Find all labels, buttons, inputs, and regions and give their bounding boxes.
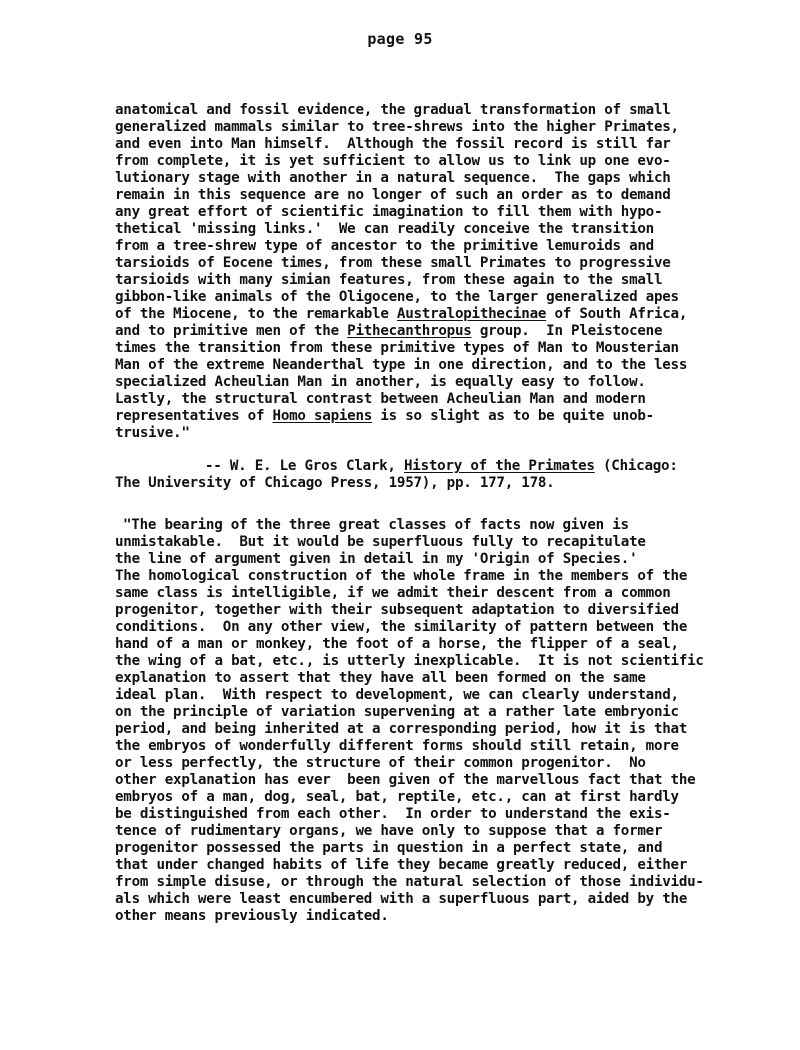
text-line: the line of argument given in detail in my 'Origin of Species.': [115, 551, 638, 567]
text-line: conditions. On any other view, the similarity of pattern between the: [115, 619, 688, 635]
text-line: the wing of a bat, etc., is utterly inexplicable. It is not scientific: [115, 653, 704, 669]
text-line: anatomical and fossil evidence, the gradual transformation of small: [115, 102, 671, 118]
text-line: from complete, it is yet sufficient to allow us to link up one evo-: [115, 153, 671, 169]
text-line: period, and being inherited at a corresponding period, how it is that: [115, 721, 688, 737]
text-line: from a tree-shrew type of ancestor to the primitive lemuroids and: [115, 238, 654, 254]
text-line: specialized Acheulian Man in another, is equally easy to follow.: [115, 374, 646, 390]
text-line: explanation to assert that they have all been formed on the same: [115, 670, 646, 686]
text-line: tence of rudimentary organs, we have only to suppose that a former: [115, 823, 663, 839]
text-line: hand of a man or monkey, the foot of a horse, the flipper of a seal,: [115, 636, 679, 652]
attribution-publisher-start: (Chicago:: [594, 458, 678, 474]
underlined-term-pithecanthropus: Pithecanthropus: [347, 323, 472, 339]
text-line: on the principle of variation supervening at a rather late embryonic: [115, 704, 679, 720]
text-line: ideal plan. With respect to development, we can clearly understand,: [115, 687, 679, 703]
text-segment: of South Africa,: [546, 306, 688, 322]
text-line: tarsioids of Eocene times, from these small Primates to progressive: [115, 255, 671, 271]
text-line: generalized mammals similar to tree-shrews into the higher Primates,: [115, 119, 679, 135]
text-line: thetical 'missing links.' We can readily conceive the transition: [115, 221, 654, 237]
text-segment: and to primitive men of the: [115, 323, 348, 339]
text-line: progenitor possessed the parts in question in a perfect state, and: [115, 840, 663, 856]
text-line: als which were least encumbered with a superfluous part, aided by the: [115, 891, 688, 907]
text-line: [115, 306, 687, 323]
text-line: "The bearing of the three great classes of facts now given is: [123, 517, 629, 533]
underlined-term-homo-sapiens: Homo sapiens: [272, 408, 373, 424]
text-segment: group. In Pleistocene: [471, 323, 663, 339]
attribution-book-title: History of the Primates: [404, 458, 595, 474]
text-line: Lastly, the structural contrast between Acheulian Man and modern: [115, 391, 646, 407]
text-line: be distinguished from each other. In order to understand the exis-: [115, 806, 671, 822]
text-line: progenitor, together with their subsequent adaptation to diversified: [115, 602, 679, 618]
attribution-author: -- W. E. Le Gros Clark,: [205, 458, 404, 474]
text-segment: representatives of: [115, 408, 273, 424]
text-line: tarsioids with many simian features, from these again to the small: [115, 272, 663, 288]
attribution-line: [205, 458, 678, 475]
text-line: other means previously indicated.: [115, 908, 389, 924]
text-line: [115, 323, 662, 340]
text-line: or less perfectly, the structure of their common progenitor. No: [115, 755, 646, 771]
attribution-line: The University of Chicago Press, 1957), pp. 177, 178.: [115, 475, 555, 491]
text-line: any great effort of scientific imagination to fill them with hypo-: [115, 204, 663, 220]
text-segment: of the Miocene, to the remarkable: [115, 306, 397, 322]
text-line: [115, 408, 654, 425]
underlined-term-australopithecinae: Australopithecinae: [396, 306, 547, 322]
text-line: trusive.": [115, 425, 190, 441]
text-line: remain in this sequence are no longer of such an order as to demand: [115, 187, 671, 203]
text-line: that under changed habits of life they became greatly reduced, either: [115, 857, 688, 873]
text-line: same class is intelligible, if we admit their descent from a common: [115, 585, 671, 601]
text-line: times the transition from these primitive types of Man to Mousterian: [115, 340, 679, 356]
text-line: lutionary stage with another in a natural sequence. The gaps which: [115, 170, 671, 186]
text-line: other explanation has ever been given of the marvellous fact that the: [115, 772, 696, 788]
text-line: gibbon-like animals of the Oligocene, to the larger generalized apes: [115, 289, 679, 305]
text-line: embryos of a man, dog, seal, bat, reptile, etc., can at first hardly: [115, 789, 679, 805]
text-line: and even into Man himself. Although the fossil record is still far: [115, 136, 671, 152]
text-line: unmistakable. But it would be superfluous fully to recapitulate: [115, 534, 646, 550]
page-number: page 95: [367, 30, 433, 48]
text-line: The homological construction of the whole frame in the members of the: [115, 568, 688, 584]
text-line: Man of the extreme Neanderthal type in one direction, and to the less: [115, 357, 688, 373]
text-line: from simple disuse, or through the natural selection of those individu-: [115, 874, 704, 890]
text-segment: is so slight as to be quite unob-: [372, 408, 654, 424]
text-line: the embryos of wonderfully different forms should still retain, more: [115, 738, 679, 754]
